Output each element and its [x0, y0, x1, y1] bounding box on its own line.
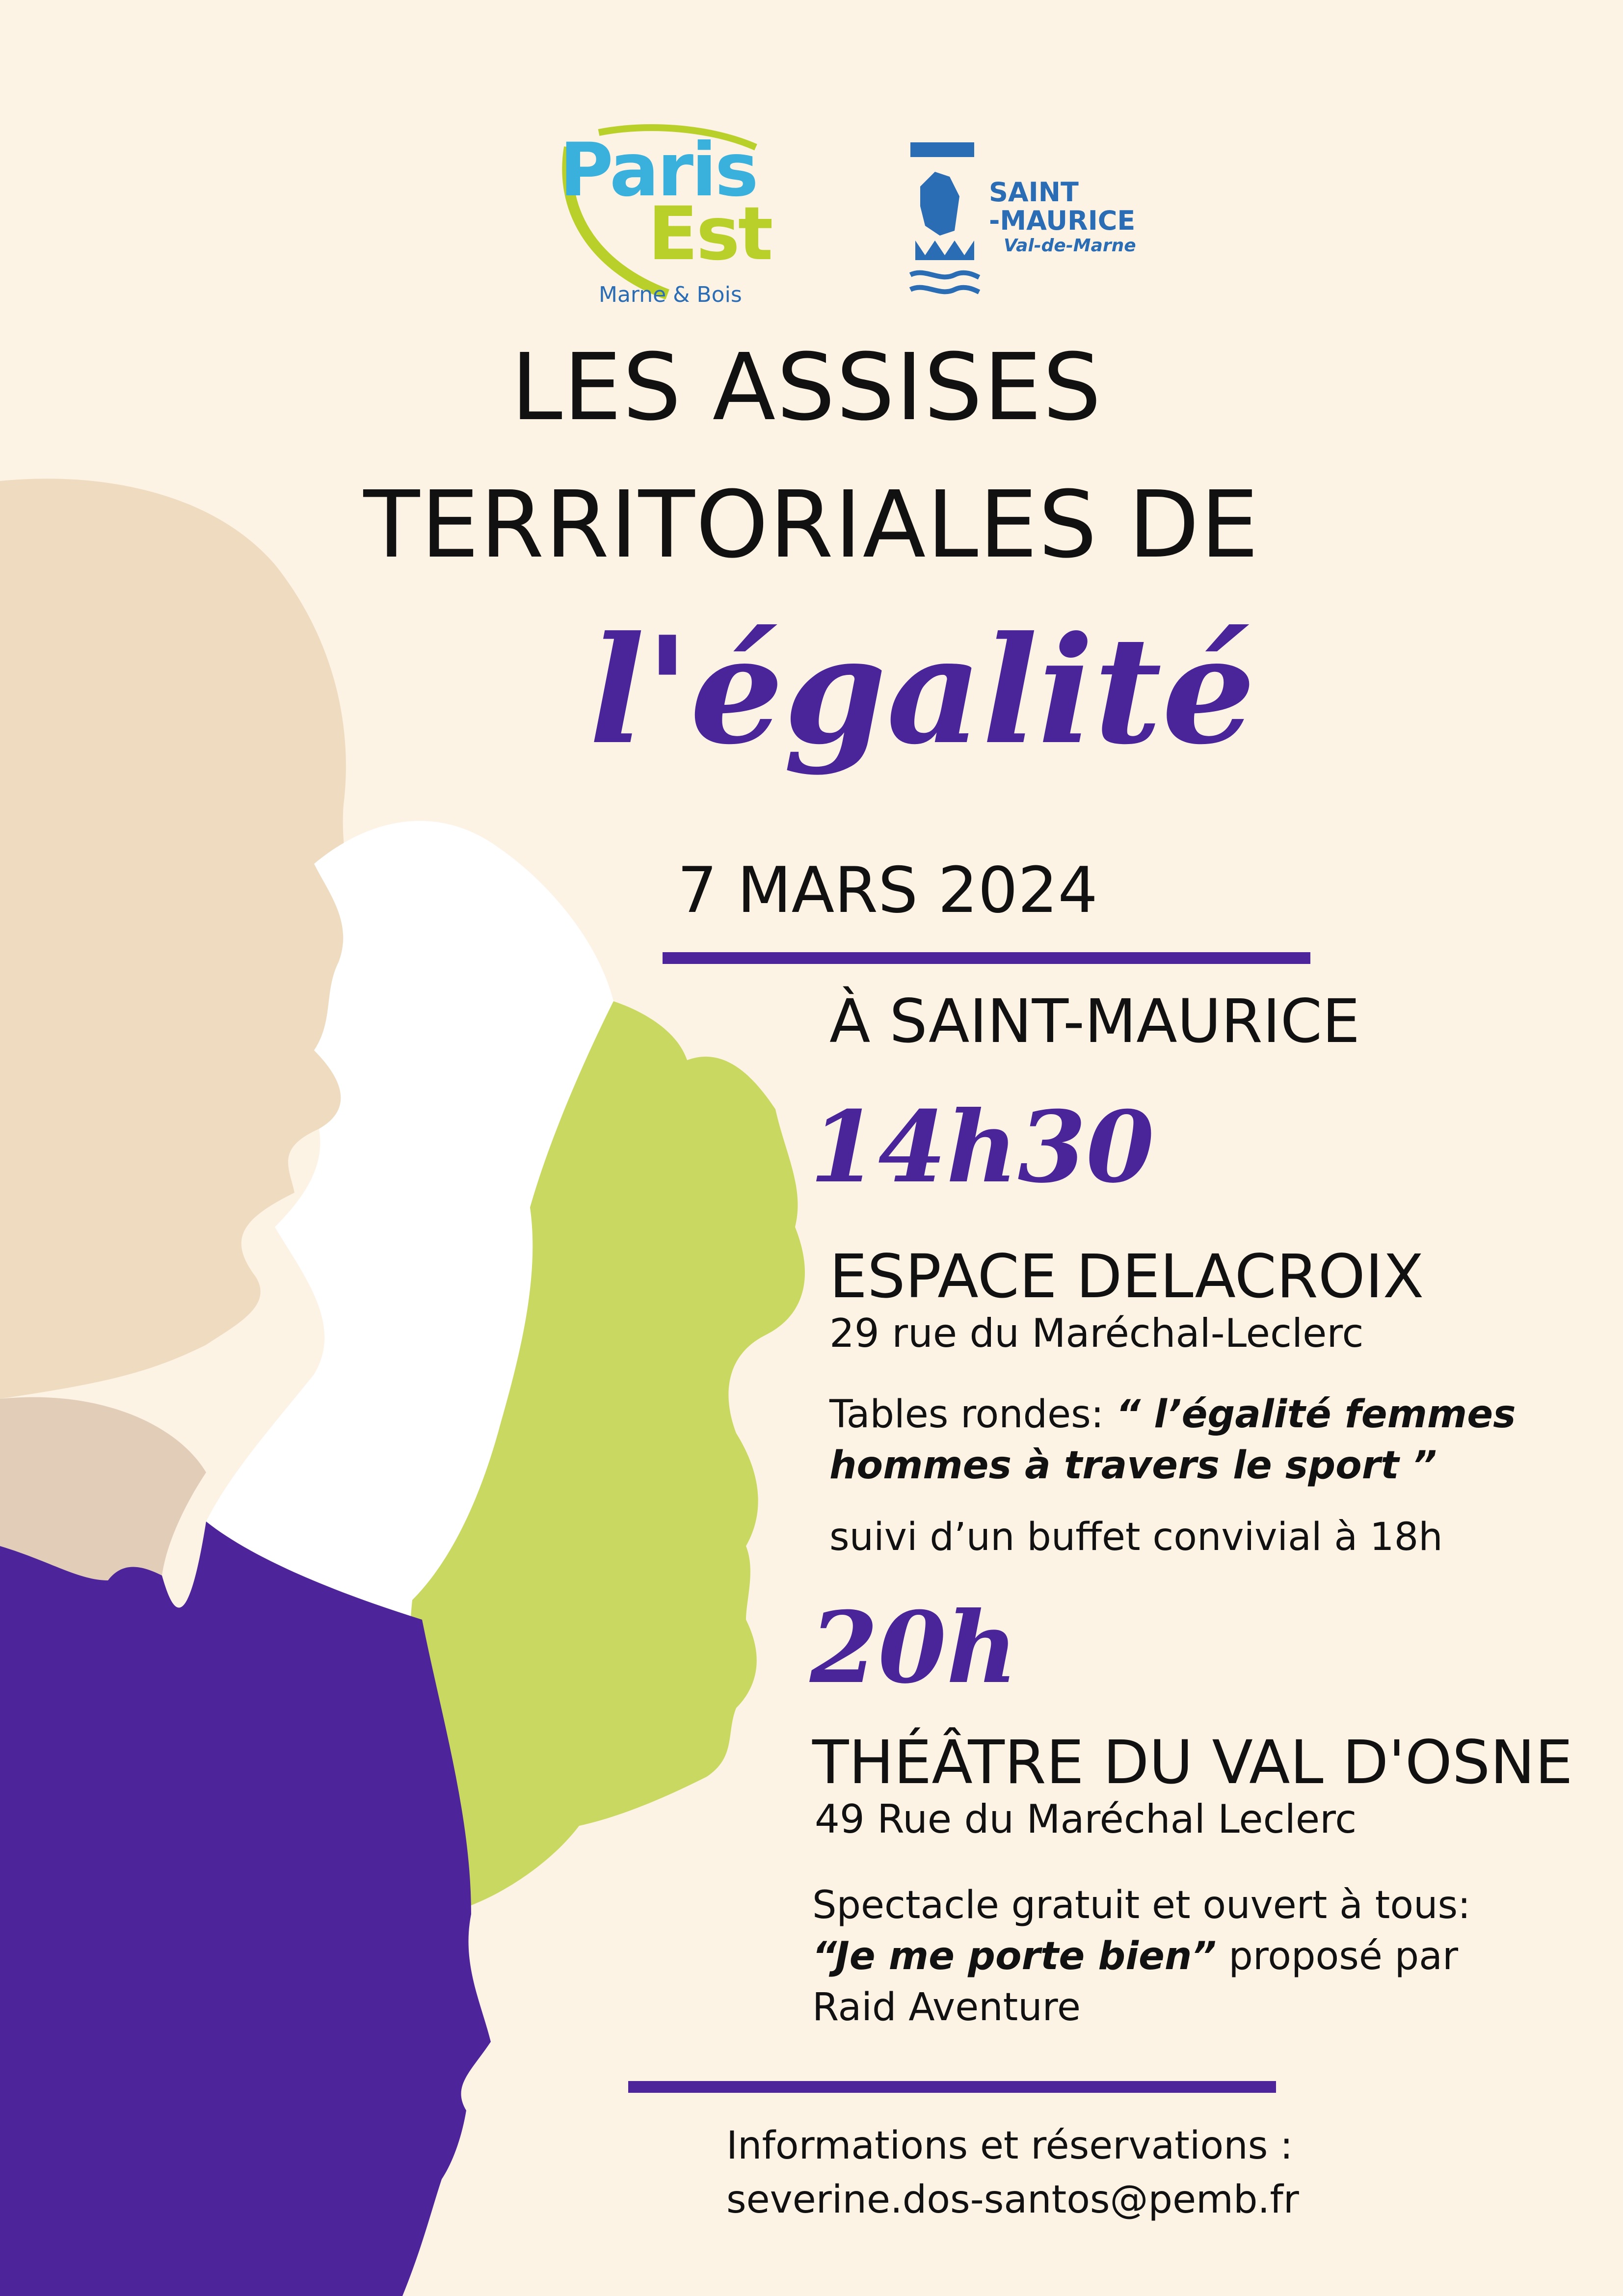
event2-desc-bold: “Je me porte bien”: [812, 1934, 1217, 1978]
event1-desc-bold2: hommes à travers le sport ”: [829, 1443, 1437, 1488]
event1-description: [829, 1389, 1605, 1491]
saint-maurice-line2: -MAURICE: [989, 205, 1136, 236]
event1-followup: suivi d’un buffet convivial à 18h: [829, 1515, 1443, 1559]
divider-top: [663, 952, 1310, 964]
paris-est-line1: Paris: [559, 128, 757, 213]
event1-time: 14h30: [810, 1090, 1155, 1205]
event2-desc-line1: Spectacle gratuit et ouvert à tous:: [812, 1883, 1471, 1927]
title-line2: TERRITORIALES DE: [363, 471, 1260, 579]
paris-est-line2: Est: [648, 191, 772, 277]
event2-description: [812, 1880, 1597, 2033]
purple-silhouette: [0, 1522, 491, 2296]
paris-est-line3: Marne & Bois: [599, 282, 742, 307]
divider-bottom: [628, 2081, 1276, 2093]
event2-venue: THÉÂTRE DU VAL D'OSNE: [812, 1728, 1573, 1797]
event1-address: 29 rue du Maréchal-Leclerc: [829, 1310, 1364, 1356]
contact-line1: Informations et réservations :: [726, 2124, 1293, 2168]
title-script: l'égalité: [589, 604, 1256, 777]
paris-est-logo: [550, 118, 805, 314]
event2-time: 20h: [810, 1590, 1018, 1706]
event1-desc-bold1: “ l’égalité femmes: [1116, 1392, 1516, 1437]
event1-venue: ESPACE DELACROIX: [829, 1242, 1424, 1311]
event-date: 7 MARS 2024: [677, 854, 1098, 927]
contact-email[interactable]: severine.dos-santos@pemb.fr: [726, 2178, 1299, 2222]
saint-maurice-line3: Val-de-Marne: [1004, 236, 1136, 256]
title-line1: LES ASSISES: [511, 334, 1102, 441]
event2-address: 49 Rue du Maréchal Leclerc: [815, 1796, 1357, 1842]
coat-of-arms-icon: [905, 142, 984, 304]
event-place: À SAINT-MAURICE: [829, 987, 1360, 1056]
event2-desc-line3: Raid Aventure: [812, 1985, 1081, 2029]
saint-maurice-logo: [905, 142, 1161, 304]
saint-maurice-line1: SAINT: [989, 177, 1079, 208]
hair-silhouette: [0, 1397, 206, 1580]
event1-desc-prefix: Tables rondes:: [829, 1392, 1116, 1437]
event2-desc-rest: proposé par: [1216, 1934, 1459, 1978]
